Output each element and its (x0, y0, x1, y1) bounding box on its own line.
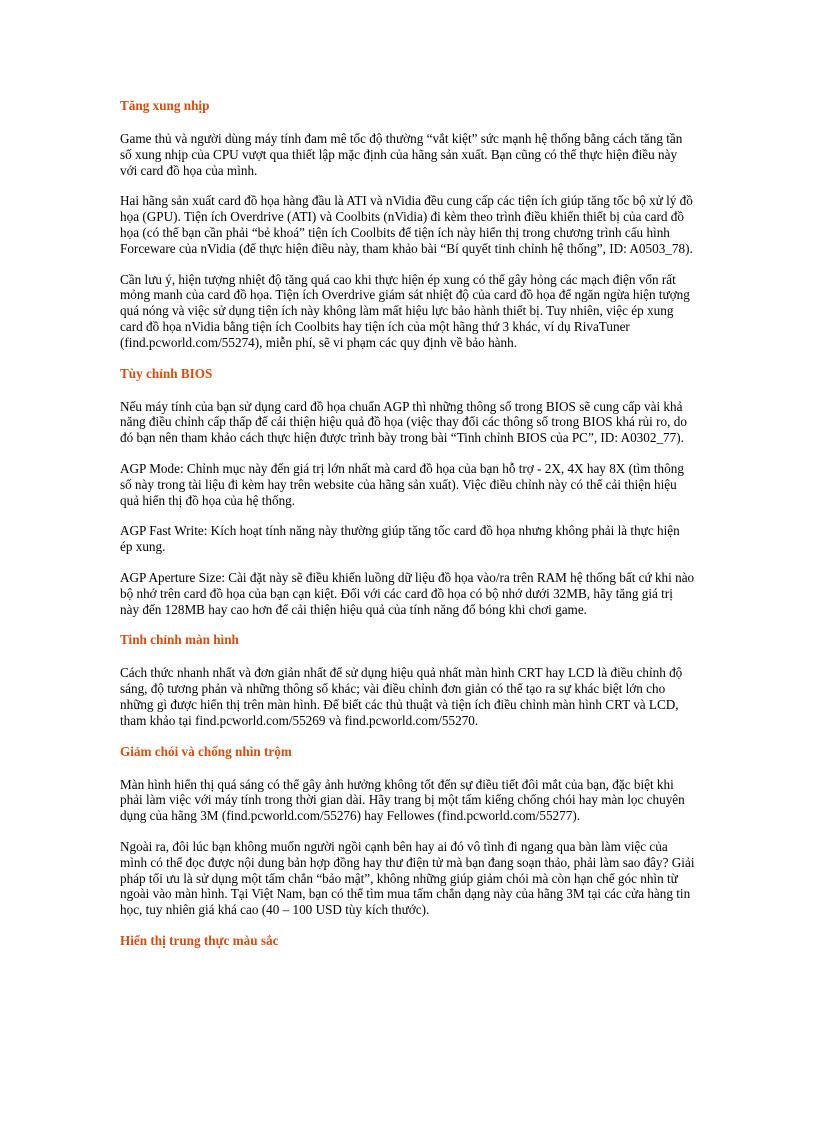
section-heading-bios: Tùy chỉnh BIOS (120, 365, 213, 381)
paragraph: AGP Mode: Chỉnh mục này đến giá trị lớn nhất mà card đồ họa của bạn hỗ trợ - 2X, 4X hay 8X (tìm thông số này trong tài liệu đi kèm hay trên website của hãng sản xuất). Việc điều chỉnh này có thể cải thiện hiệu quả hiển thị đồ họa của hệ thống. (120, 460, 684, 508)
section-heading-monitor: Tinh chỉnh màn hình (120, 632, 239, 648)
paragraph: Nếu máy tính của bạn sử dụng card đồ họa chuẩn AGP thì những thông số trong BIOS sẽ cung cấp vài khả năng điều chỉnh cấp thấp để cải thiện hiệu quả đồ họa (việc thay đổi các thông số trong BIOS khá rủi ro, do đó bạn nên tham khảo cách thực hiện được trình bày trong bài “Tinh chỉnh BIOS của PC”, ID: A0302_77). (120, 398, 687, 446)
paragraph: Hai hãng sản xuất card đồ họa hàng đầu là ATI và nVidia đều cung cấp các tiện ích giúp tăng tốc bộ xử lý đồ họa (GPU). Tiện ích Overdrive (ATI) và Coolbits (nVidia) đi kèm theo trình điều khiển thiết bị của card đồ họa (có thể bạn cần phải “bẻ khoá” tiện ích Coolbits để tiện ích này hiển thị trong chương trình cấu hình Forceware của nVidia (để thực hiện điều này, tham khảo bài “Bí quyết tinh chỉnh hệ thống”, ID: A0503_78). (120, 193, 693, 256)
paragraph: Ngoài ra, đôi lúc bạn không muốn người ngồi cạnh bên hay ai đó vô tình đi ngang qua bàn làm việc của mình có thể đọc được nội dung bản hợp đồng hay thư điện tử mà bạn đang soạn thảo, phải làm sao đây? Giải pháp tối ưu là sử dụng một tấm chắn “bảo mật”, không những giúp giảm chói mà còn hạn chế góc nhìn từ ngoài vào màn hình. Tại Việt Nam, bạn có thể tìm mua tấm chắn dạng này của hãng 3M tại các cửa hàng tin học, tuy nhiên giá khá cao (40 – 100 USD tùy kích thước). (120, 838, 695, 918)
document-page (120, 98, 695, 966)
paragraph: Cách thức nhanh nhất và đơn giản nhất để sử dụng hiệu quả nhất màn hình CRT hay LCD là điều chỉnh độ sáng, độ tương phản và những thông số khác; vài điều chỉnh đơn giản có thể tạo ra sự khác biệt lớn cho những gì được hiển thị trên màn hình. Để biết các thủ thuật và tiện ích điều chỉnh màn hình CRT và LCD, tham khảo tại find.pcworld.com/55269 và find.pcworld.com/55270. (120, 665, 683, 728)
paragraph: AGP Fast Write: Kích hoạt tính năng này thường giúp tăng tốc card đồ họa nhưng không phải là thực hiện ép xung. (120, 523, 680, 555)
section-heading-color: Hiển thị trung thực màu sắc (120, 932, 279, 948)
paragraph: Màn hình hiển thị quá sáng có thể gây ảnh hưởng không tốt đến sự điều tiết đôi mắt của bạn, đặc biệt khi phải làm việc với máy tính trong thời gian dài. Hãy trang bị một tấm kiếng chống chói hay màn lọc chuyên dụng của hãng 3M (find.pcworld.com/55276) hay Fellowes (find.pcworld.com/55277). (120, 776, 685, 824)
section-heading-overclock: Tăng xung nhịp (120, 98, 210, 113)
paragraph: Cần lưu ý, hiện tượng nhiệt độ tăng quá cao khi thực hiện ép xung có thể gây hỏng các mạch điện vốn rất mỏng manh của card đồ họa. Tiện ích Overdrive giám sát nhiệt độ của card đồ họa để ngăn ngừa hiện tượng quá nóng và việc sử dụng tiện ích này không làm mất hiệu lực bảo hành thiết bị. Tuy nhiên, việc ép xung card đồ họa nVidia bằng tiện ích Coolbits hay tiện ích của một hãng thứ 3 khác, ví dụ RivaTuner (find.pcworld.com/55274), miễn phí, sẽ vi phạm các quy định về bảo hành. (120, 271, 690, 350)
section-heading-glare: Giảm chói và chống nhìn trộm (120, 743, 292, 759)
paragraph: AGP Aperture Size: Cài đặt này sẽ điều khiển luồng dữ liệu đồ họa vào/ra trên RAM hệ thống bất cứ khi nào bộ nhớ trên card đồ họa của bạn cạn kiệt. Đối với các card đồ họa có bộ nhớ dưới 32MB, hãy tăng giá trị này đến 128MB hay cao hơn để cải thiện hiệu quả của tính năng đổ bóng khi chơi game. (120, 569, 695, 617)
paragraph: Game thủ và người dùng máy tính đam mê tốc độ thường “vắt kiệt” sức mạnh hệ thống bằng cách tăng tần số xung nhịp của CPU vượt qua thiết lập mặc định của hãng sản xuất. Bạn cũng có thể thực hiện điều này với card đồ họa của mình. (120, 131, 683, 178)
